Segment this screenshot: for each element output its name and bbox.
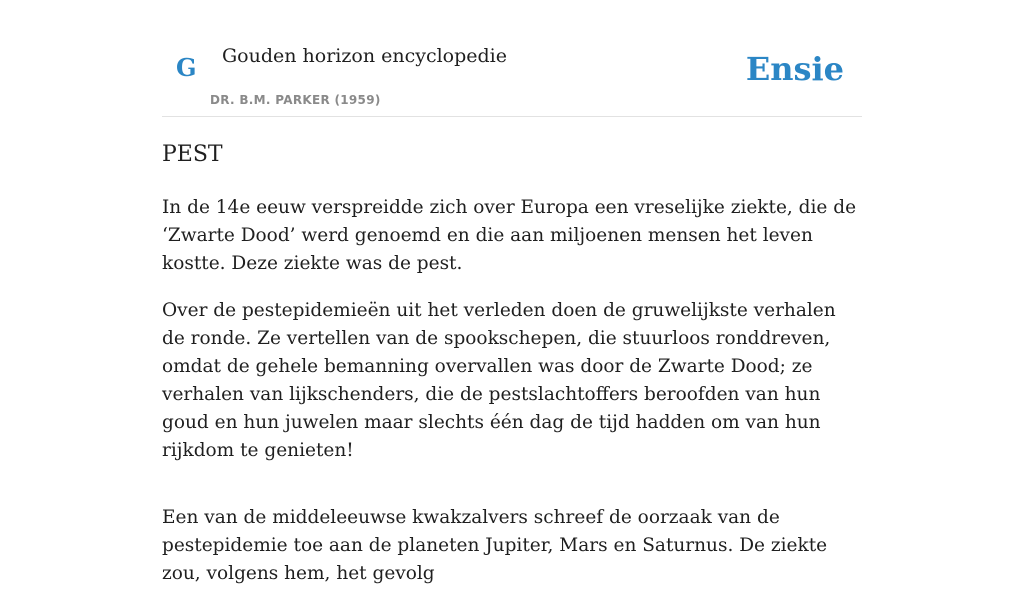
article-paragraph: Over de pestepidemieën uit het verleden doen de gruwelijkste verhalen de ronde. Ze vertellen van de spookschepen, die stuurloos ronddreven, omdat de gehele bemanning overvallen was door de Zwarte Dood; ze verhalen van lijkschenders, die de pestslachtoffers beroofden van hun goud en hun juwelen maar slechts één dag de tijd hadden om van hun rijkdom te genieten! bbox=[162, 300, 836, 461]
entry-title: PEST bbox=[162, 142, 223, 167]
book-title[interactable]: Gouden horizon encyclopedie bbox=[222, 45, 507, 67]
book-author: DR. B.M. PARKER (1959) bbox=[210, 93, 381, 107]
ensie-logo[interactable]: Ensie bbox=[745, 50, 844, 88]
article bbox=[162, 140, 862, 607]
article-paragraph: Een van de middeleeuwse kwakzalvers schreef de oorzaak van de pestepidemie toe aan de planeten Jupiter, Mars en Saturnus. De ziekte zou, volgens hem, het gevolg bbox=[162, 507, 828, 584]
book-logo[interactable]: G bbox=[176, 53, 197, 82]
article-paragraph: In de 14e eeuw verspreidde zich over Europa een vreselijke ziekte, die de ‘Zwarte Dood’ werd genoemd en die aan miljoenen mensen het leven kostte. Deze ziekte was de pest. bbox=[162, 197, 857, 274]
header bbox=[162, 0, 862, 117]
